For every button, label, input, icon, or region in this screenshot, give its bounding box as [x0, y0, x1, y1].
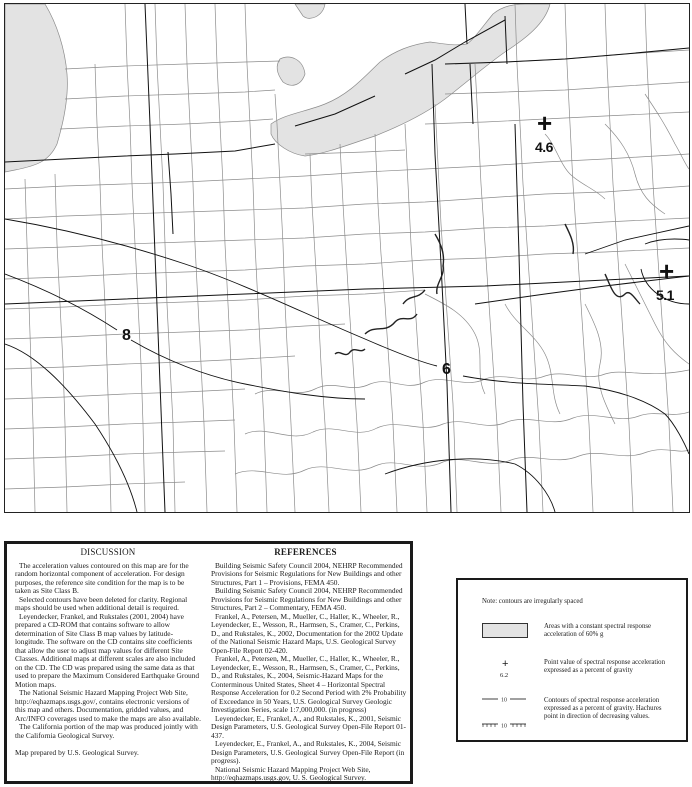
- point-value-5-1: 5.1: [656, 287, 674, 303]
- contour-label-6: 6: [442, 361, 451, 378]
- lake-michigan: [5, 4, 67, 172]
- hachured-contour-icon: [482, 720, 526, 730]
- discussion-paragraph: The acceleration values contoured on this map are for the random horizontal component of acceleration. For design purposes, the reference site condition for the map is to be taken as Site Class B.: [15, 560, 189, 595]
- water-bodies: [5, 4, 553, 172]
- contour-lower-2: [385, 459, 555, 512]
- point-value-4-6: 4.6: [535, 139, 553, 155]
- discussion-title: DISCUSSION: [80, 547, 136, 557]
- state-boundaries: [5, 4, 689, 512]
- county-boundaries: [5, 4, 689, 512]
- contours: [5, 219, 689, 512]
- discussion-paragraph: Selected contours have been deleted for clarity. Regional maps should be used when additional detail is required.: [15, 594, 188, 612]
- contour-6: [5, 219, 689, 454]
- reference-item: Building Seismic Safety Council 2004, NEHRP Recommended Provisions for Seismic Regulations for New Buildings and other Structures, Part 1 – Provisions, FEMA 450.: [211, 560, 403, 587]
- contour-label-8: 8: [122, 327, 131, 344]
- seismic-hazard-map: [4, 3, 690, 513]
- reference-item: Building Seismic Safety Council 2004, NEHRP Recommended Provisions for Seismic Regulations for New Buildings and other Structures, Part 2 – Commentary, FEMA 450.: [211, 586, 403, 612]
- lake-huron: [295, 4, 325, 18]
- contour-line-icon: [482, 694, 526, 704]
- rivers: [335, 224, 640, 355]
- state-line-mason-dixon: [5, 276, 689, 304]
- state-line-east: [515, 124, 527, 512]
- discussion-footer: Map prepared by U.S. Geological Survey.: [15, 748, 139, 757]
- references-title: REFERENCES: [274, 547, 337, 557]
- reference-item: Leyendecker, E., Frankel, A., and Rukstales, K., 2004, Seismic Design Parameters, U.S. Geological Survey Open-File Report (in progress).: [211, 739, 405, 765]
- state-line-central: [168, 152, 173, 234]
- legend-point-sample-value: 6.2: [500, 672, 509, 679]
- contour-8: [5, 274, 365, 399]
- point-marker-icon: +: [537, 108, 553, 138]
- discussion-references-panel: [4, 541, 413, 784]
- legend-point-value-text: Point value of spectral response acceleration expressed as a percent of gravity: [544, 659, 665, 674]
- state-line-west: [145, 4, 165, 512]
- reference-item: Leyendecker, E., Frankel, A., and Rukstales, K., 2001, Seismic Design Parameters, U.S. Geological Survey Open-File Report 01-437.: [211, 713, 406, 740]
- contour-upper-right: [585, 226, 689, 254]
- state-line-oh-pa: [432, 64, 451, 512]
- discussion-paragraph: The California portion of the map was produced jointly with the California Geological Survey.: [15, 722, 198, 740]
- svg-text:10: 10: [501, 723, 507, 730]
- map-legend: [456, 578, 688, 742]
- lake-st-clair: [277, 57, 305, 85]
- gray-area-swatch-icon: [482, 623, 528, 638]
- point-marker-icon: +: [659, 256, 675, 286]
- discussion-paragraph: The National Seismic Hazard Mapping Project Web Site, http://eqhazmaps.usgs.gov/, contains electronic versions of this map and others. Documentation, gridded values, and Arc/INFO coverages used to make the maps are also available.: [15, 688, 201, 723]
- svg-text:10: 10: [501, 697, 507, 704]
- references-section: [203, 548, 408, 783]
- legend-gray-area-text: Areas with a constant spectral response acceleration of 60% g: [544, 623, 652, 638]
- lake-erie: [271, 4, 553, 156]
- point-marker-icon: +: [502, 658, 509, 670]
- reference-item: National Seismic Hazard Mapping Project Web Site, http://eqhazmaps.usgs.gov, U. S. Geological Survey.: [211, 764, 371, 782]
- legend-note: Note: contours are irregularly spaced: [482, 598, 583, 605]
- discussion-section: [15, 548, 201, 758]
- discussion-paragraph: Leyendecker, Frankel, and Rukstales (2001, 2004) have prepared a CD-ROM that contains software to allow determination of Site Class B map values by latitude-longitude. The software on the CD contains site coefficients that allow the user to adjust map values for different Site Classes. Additional maps at different scales are also included on the CD. The CD was prepared using the same data as that used to prepare the Maximum Considered Earthquake Ground Motion maps.: [15, 611, 200, 689]
- reference-item: Frankel, A., Petersen, M., Mueller, C., Haller, K., Wheeler, R., Leyendecker, E., Wesson, R., Harmsen, S., Cramer, C., Perkins, D., and Rukstales, K., 2004, Seismic-Hazard Maps for the Conterminous United States, Sheet 4 – Horizontal Spectral Response Acceleration for 0.2 Second Period with 2% Probability of Exceedance in 50 Years, U.S. Geological Survey Geologic Investigation Series, scale 1:7,000,000. (in progress): [211, 654, 407, 714]
- reference-item: Frankel, A., Petersen, M., Mueller, C., Haller, K., Wheeler, R., Leyendecker, E., Wesson, R., Harmsen, S., Cramer, C., Perkins, D., and Rukstales, K., 2002, Documentation for the 2002 Update of the National Seismic Hazard Maps, U.S. Geological Survey Open-File Report 02-420.: [211, 611, 403, 655]
- legend-contour-text: Contours of spectral response acceleration expressed as a percent of gravity. Hachures point in direction of decreasing values.: [544, 697, 662, 720]
- map-graphic: [5, 4, 689, 512]
